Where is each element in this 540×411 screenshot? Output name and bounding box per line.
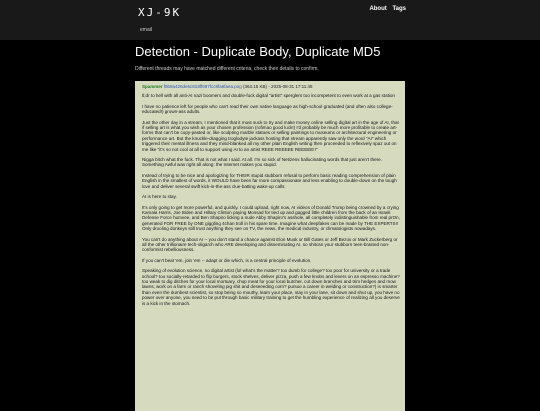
post-header [142,84,400,89]
top-bar [0,0,540,40]
post-paragraph: Nigga bitch what the fuck. That is not what I said. At all. I'm so sick of Netizens hallucinating words that just aren't there. Something Awful was right all along: the Internet makes you stupid. [142,157,382,168]
page-subtitle: Different threads may have matched different criteria, check their details to confirm. [135,66,319,72]
post-meta: (363.15 KB) - 2025-08-31 17:11:48 [243,84,313,89]
top-nav [365,6,406,12]
post-paragraph: You can't do anything about AI -- you don't stand a chance against Elon Musk or Bill Gates or Jeff Bezos or Mark Zuckerberg or all the other trillionaire tech-oligarch who ARE developing and disseminating AI, so shitcan your stubborn teen-brained non-conformist rebelliousness. [142,236,398,253]
post-paragraph: Instead of trying to be nice and apologizing for THEIR stupid stubborn refusal to perform basic reading comprehension of plain English in the smallest of words, it WOULD have been far more compassionate and less enabling to double-down on the tough love and deliver several swift kick-in-the-ass clue-batting wake-up calls: [142,172,397,189]
post-paragraph: It's only going to get more powerful, and quickly. I could upload, right now, AI videos of Donald Trump being crowned by a crying Kamala Harris, Joe Biden and Hillary Clinton paying Mossad for tied up and gagged little children from the back of an Israeli Defense Force humvee, and Ben Shapiro licking a nude Abby Shapiro's asshole, all completely indistinguishable from real prOn, generated FOR FREE by ONE giggling 4chan troll in his spare time. Imagine what deepfakes can be made by THE EXPERTS!! Only drooling donkeys still trust anything they see on TV, the news, the medical industry, or climatologists nowadays. [142,204,400,232]
post-body [142,93,400,306]
post-paragraph: Speaking of evolution science, no digital artist (lol what's the matter? too dumb for college? too poor for university or a trade school? too socially-retarded to flip burgers, stock shelves, deliver pizza, push a few knobs and levers on an espresso machine? too weak to dig ditches for your local mortuary, chop meat for your local butcher, cut down branches and trim hedges and mow lawns, work on a farm or ranch shoveling pig shit and deseeeding corn? pursue a career in welding or construction?) is smarter than even the dumbest scientist, so stop being so mouthy, learn your place, stay in your lane, sit down and shut up, you have no power over anyone, you need to be put through basic military training to get the humbling experience of realizing all you deserve is a kick in the stomach. [142,268,400,306]
page-title: Detection - Duplicate Body, Duplicate MD5 [135,44,381,59]
post-paragraph: tl;dr to hell with all anti-AI nazi boomers and double-fuck digital "artist" sperglers too incompetent to even work at a gas station [142,93,395,99]
post-author: Spammer [142,84,163,89]
nav-tags-link[interactable]: Tags [392,6,406,12]
post-paragraph: Just the other day in a stream, I mentioned that it must suck to try and make money online selling digital art in the age of AI, that if selling art is what you wish as your chosen profession (rofimao good luck!) I'd probably be much more profitable to create art-forms that can't be copy-pasted or, like sculpting marble statues or selling paintings to museums or architectural engineering or performance art. But the knuckle-dragging troglodyte jackass hosting that stream apparently saw only the word "AI" which triggered their mental illness and they mind-blanked all my other plain English writing then proceeded to reflexively spaz out on me like "it's so not cool at all to support using AI to an artist REEE REEEEE REEEEE!!" [142,119,399,152]
post [135,81,405,411]
post-file-link[interactable]: f9b9a426de6c818ff697fcc8fa6faea.png [163,84,242,89]
email-link[interactable]: email [140,27,152,33]
nav-about-link[interactable]: About [369,6,387,12]
post-paragraph: If you can't beat 'em, join 'em -- adapt or die which, is a central principle of evolution. [142,257,312,263]
post-paragraph: I have no patience left for people who can't read their own native language as high-school graduated (and often also college-educated!) grown-ass adults. [142,103,393,115]
site-logo[interactable]: XJ-9K [138,6,182,19]
post-paragraph: AI is here to stay. [142,194,177,200]
